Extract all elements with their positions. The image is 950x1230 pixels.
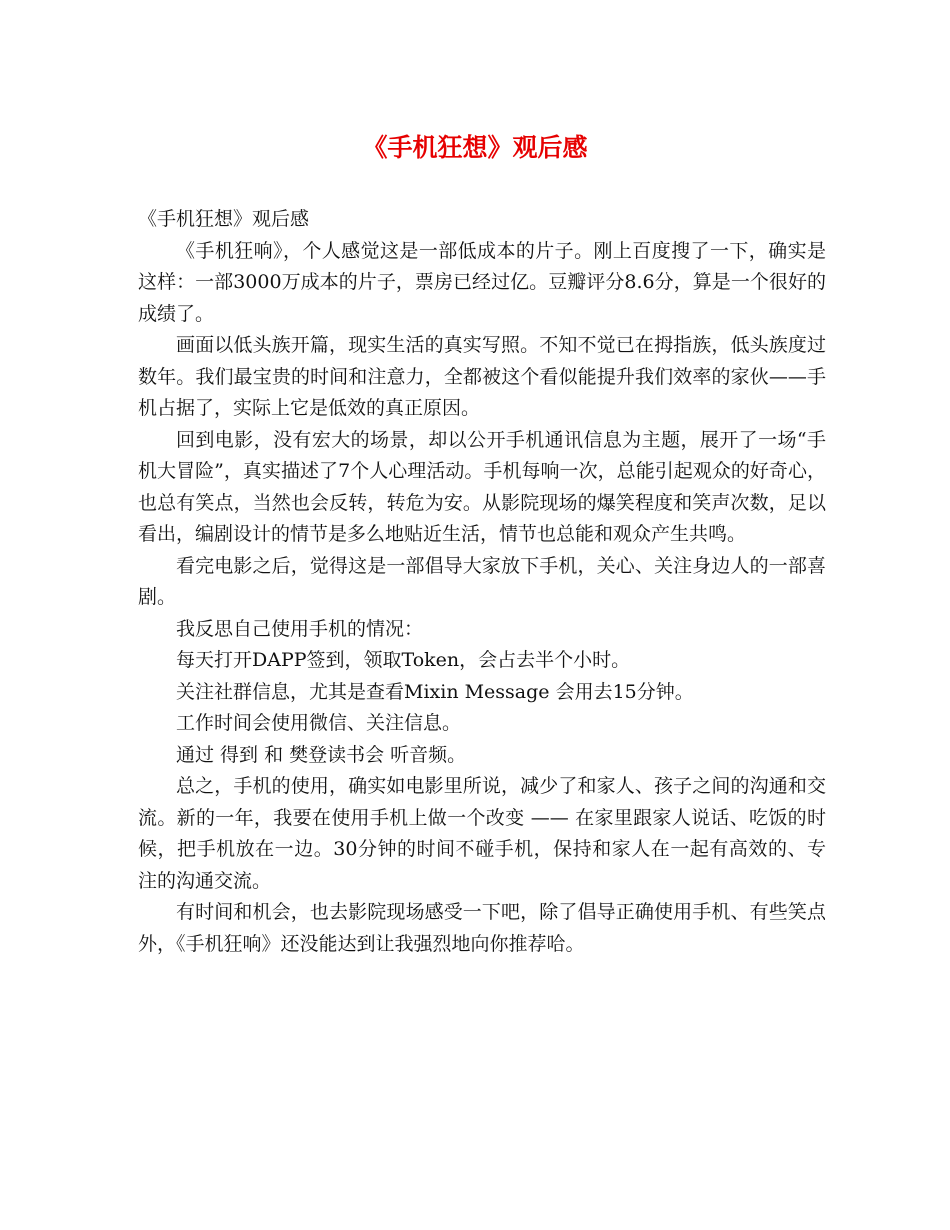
document-title: 《手机狂想》观后感 [362,133,588,162]
paragraph-4: 看完电影之后，觉得这是一部倡导大家放下手机，关心、关注身边人的一部喜剧。 [138,554,826,608]
paragraph-10: 总之，手机的使用，确实如电影里所说，减少了和家人、孩子之间的沟通和交流。新的一年，我要在使用手机上做一个改变 —— 在家里跟家人说话、吃饭的时候，把手机放在一边。30分钟的时间不碰手机，保持和家人在一起有高效的、专注的沟通交流。 [138,775,826,892]
paragraph-11: 有时间和机会，也去影院现场感受一下吧，除了倡导正确使用手机、有些笑点外，《手机狂响》还没能达到让我强烈地向你推荐哈。 [138,901,826,955]
paragraph-6: 每天打开DAPP签到，领取Token，会占去半个小时。 [176,649,631,671]
paragraph-9: 通过 得到 和 樊登读书会 听音频。 [176,743,467,766]
paragraph-7: 关注社群信息，尤其是查看Mixin Message 会用去15分钟。 [176,680,694,703]
paragraph-2: 画面以低头族开篇，现实生活的真实写照。不知不觉已在拇指族，低头族度过数年。我们最宝贵的时间和注意力，全都被这个看似能提升我们效率的家伙——手机占据了，实际上它是低效的真正原因。 [138,334,826,419]
paragraph-8: 工作时间会使用微信、关注信息。 [176,712,462,734]
paragraph-1: 《手机狂响》，个人感觉这是一部低成本的片子。刚上百度搜了一下，确实是这样：一部3000万成本的片子，票房已经过亿。豆瓣评分8.6分，算是一个很好的成绩了。 [138,239,826,325]
paragraph-3: 回到电影，没有宏大的场景，却以公开手机通讯信息为主题，展开了一场“手机大冒险”，真实描述了7个人心理活动。手机每响一次，总能引起观众的好奇心，也总有笑点，当然也会反转，转危为安。从影院现场的爆笑程度和笑声次数，足以看出，编剧设计的情节是多么地贴近生活，情节也总能和观众产生共鸣。 [138,428,826,545]
document-subtitle: 《手机狂想》观后感 [138,208,310,230]
document-body [138,204,826,960]
paragraph-5: 我反思自己使用手机的情况： [176,617,424,640]
